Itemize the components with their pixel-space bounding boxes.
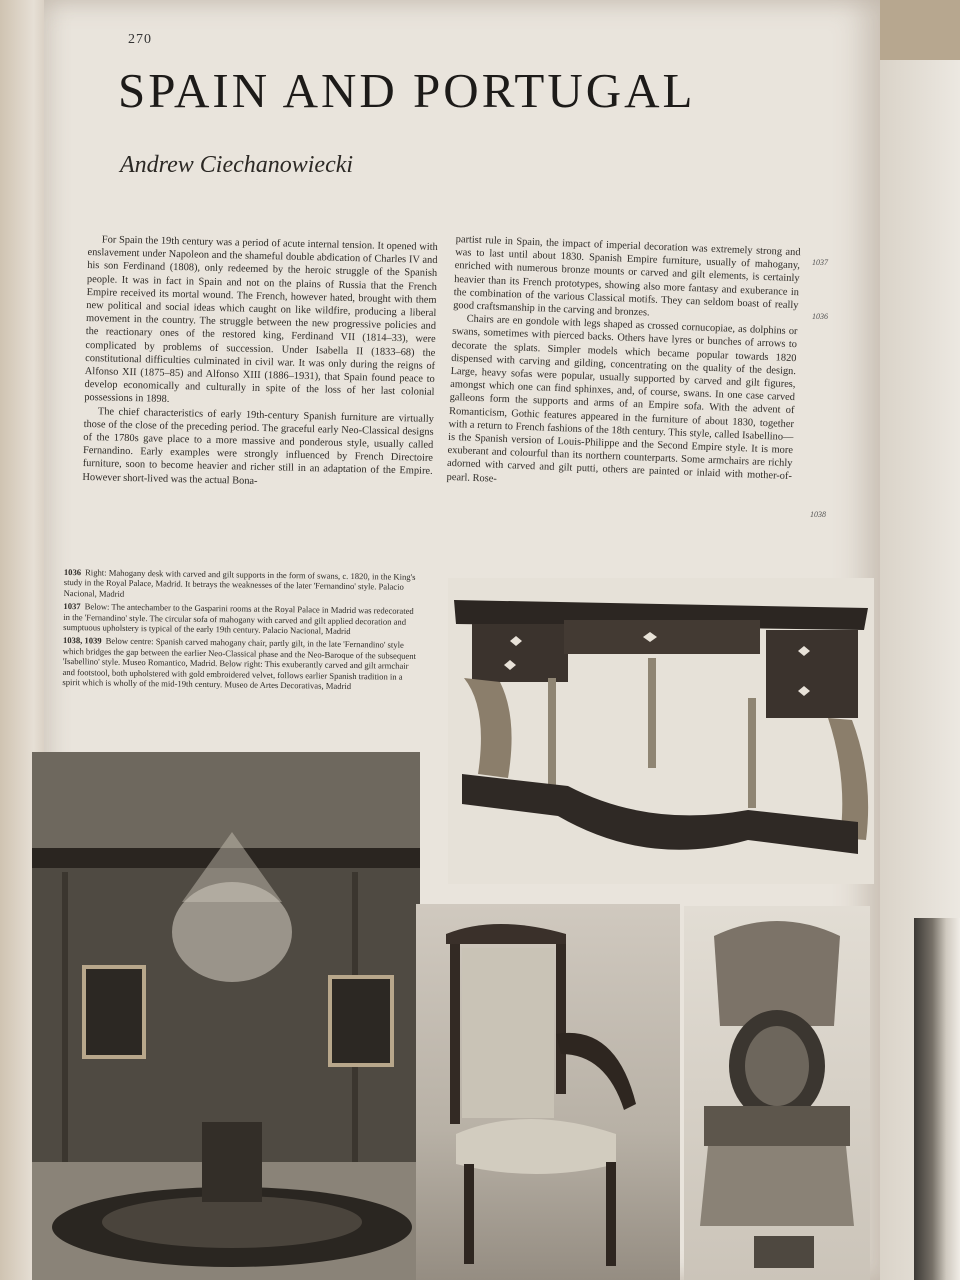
text-column-2 <box>446 233 800 497</box>
caption-text: Below: The antechamber to the Gasparini rooms at the Royal Palace in Madrid was redecorated in the 'Fernandino' style. The circular sofa of mahogany with carved and gilt applied decoration and sumptuous upholstery is typical of the early 19th century. Palacio Nacional, Madrid <box>63 601 414 637</box>
caption-number: 1037 <box>63 601 81 612</box>
margin-ref: 1036 <box>812 312 828 321</box>
page-title: SPAIN AND PORTUGAL <box>118 63 696 118</box>
paragraph: For Spain the 19th century was a period of acute internal tension. It opened with enslavement under Napoleon and the shameful double abdication of Charles IV and his son Ferdinand (1808), only redeemed by the heroic struggle of the Spanish people. It was in fact in Spain and not on the plains of Russia that the French Empire received its mortal wound. The French, however hated, brought with them new political and social ideas which caught on like wildfire, producing a liberal movement in the country. The struggle between the new progressive policies and the reactionary ones of the restored king, Ferdinand VII (1814–33), were complicated by problems of succession. Under Isabella II (1833–68) the constitutional difficulties culminated in civil war. It was only during the reigns of Alfonso XII (1875–85) and Alfonso XIII (1886–1931), that Spain found peace to develop economically and culturally in spite of the loss of her last colonial possessions in 1898. <box>84 234 438 406</box>
mahogany-chair-photo <box>416 904 680 1280</box>
captions <box>62 567 420 695</box>
chair-illustration <box>416 904 680 1280</box>
page-number: 270 <box>128 32 152 47</box>
caption-text: Below centre: Spanish carved mahogany chair, partly gilt, in the late 'Fernandino' style which bridges the gap between the earlier Neo-Classical phase and the Neo-Baroque of the subsequent 'Isabellino' style. Museo Romantico, Madrid. Below right: This exuberantly carved and gilt armchair and footstool, both upholstered with gold embroidered velvet, follows earlier Spanish tradition in a spirit which is wholly of the mid-19th century. Museo de Artes Decorativas, Madrid <box>62 636 417 692</box>
author-name: Andrew Ciechanowiecki <box>120 152 354 178</box>
antechamber-illustration <box>32 752 420 1280</box>
paragraph: The chief characteristics of early 19th-century Spanish furniture are virtually those of the close of the preceding period. The graceful early Neo-Classical designs of the 1780s gave place to a more massive and ponderous style, usually called Fernandino. Early examples were strongly influenced by French Directoire furniture, soon to become heavier and richer still in an adaptation of the Empire. However short-lived was the actual Bona- <box>82 405 434 487</box>
caption-number: 1036 <box>63 567 82 578</box>
desk-illustration <box>448 578 874 884</box>
carved-armchair-photo <box>684 906 870 1280</box>
armchair-illustration <box>684 906 870 1280</box>
margin-ref: 1038 <box>810 510 826 519</box>
paragraph: Chairs are en gondole with legs shaped as crossed cornucopiae, as dolphins or swans, sometimes with pierced backs. Others have lyres or bunches of arrows to decorate the splats. Simpler models which became popular towards 1820 dispensed with carving and gilding, concentrating on the quality of the design. Large, heavy sofas were popular, usually supported by carved and gilt figures, amongst which one can find sphinxes, and, of course, swans. In one case carved galleons form the supports and arms of an Empire sofa. With the advent of Romanticism, Gothic features appeared in the furniture of about 1830, together with a return to French fashions of the 18th century. This style, called Isabellino—is the Spanish version of Louis-Philippe and the Second Empire style. It is more exuberant and colourful than its northern counterparts. Some armchairs are richly adorned with carved and gilt putti, others are painted or inlaid with mother-of-pearl. Rose- <box>446 313 798 485</box>
caption-text: Right: Mahogany desk with carved and gilt supports in the form of swans, c. 1820, in the King's study in the Royal Palace, Madrid. It betrays the weaknesses of the later 'Fernandino' style. Palacio Nacional, Madrid <box>63 567 416 599</box>
caption-1037 <box>63 601 419 637</box>
margin-ref: 1037 <box>812 258 828 267</box>
mahogany-desk-photo <box>448 578 874 884</box>
caption-1038-1039 <box>62 635 419 692</box>
caption-1036 <box>64 567 420 603</box>
paragraph: partist rule in Spain, the impact of imperial decoration was extremely strong and was to last until about 1830. Spanish Empire furniture, usually of mahogany, enriched with numerous bronze mounts or carved and gilt elements, is certainly heavier than its French prototypes, showing also more fantasy and exuberance in the combination of the various Classical motifs. They can seldom boast of really good craftsmanship in the carving and bronzes. <box>453 233 801 319</box>
caption-number: 1038, 1039 <box>62 635 102 646</box>
antechamber-photo <box>32 752 420 1280</box>
text-column-1 <box>82 233 438 492</box>
facing-page-photo <box>914 918 960 1280</box>
